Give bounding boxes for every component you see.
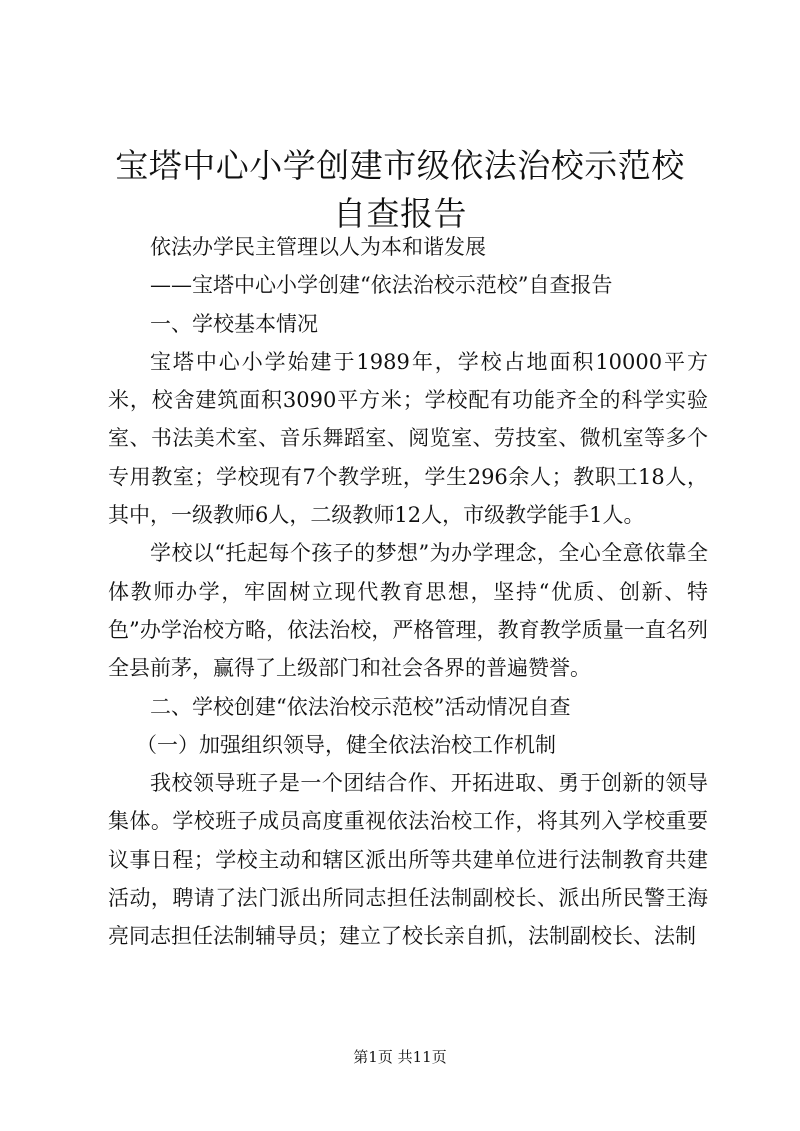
section-heading-basic-info: 一、学校基本情况	[150, 311, 318, 336]
document-body	[108, 228, 708, 956]
subsection-heading-leadership: （一）加强组织领导，健全依法治校工作机制	[136, 732, 556, 757]
page-footer: 第1页 共11页	[353, 1048, 447, 1066]
section-heading-self-check: 二、学校创建“依法治校示范校”活动情况自查	[150, 694, 571, 719]
paragraph-leadership: 我校领导班子是一个团结合作、开拓进取、勇于创新的领导集体。学校班子成员高度重视依法治校工作，将其列入学校重要议事日程；学校主动和辖区派出所等共建单位进行法制教育共建活动，聘请了法门派出所同志担任法制副校长、派出所民警王海亮同志担任法制辅导员；建立了校长亲自抓，法制副校长、法制	[108, 771, 708, 949]
paragraph-basic-info: 宝塔中心小学始建于1989年，学校占地面积10000平方米，校舍建筑面积3090平方米；学校配有功能齐全的科学实验室、书法美术室、音乐舞蹈室、阅览室、劳技室、微机室等多个专用教室；学校现有7个教学班，学生296余人；教职工18人，其中，一级教师6人，二级教师12人，市级教学能手1人。	[108, 349, 708, 528]
subtitle-report-line: ——宝塔中心小学创建“依法治校示范校”自查报告	[150, 273, 613, 298]
paragraph-school-philosophy: 学校以“托起每个孩子的梦想”为办学理念，全心全意依靠全体教师办学，牢固树立现代教育思想，坚持“优质、创新、特色”办学治校方略，依法治校，严格管理，教育教学质量一直名列全县前茅，赢得了上级部门和社会各界的普遍赞誉。	[108, 541, 708, 681]
document-title: 宝塔中心小学创建市级依法治校示范校自查报告	[115, 146, 685, 233]
subtitle-line: 依法办学民主管理以人为本和谐发展	[150, 235, 486, 259]
